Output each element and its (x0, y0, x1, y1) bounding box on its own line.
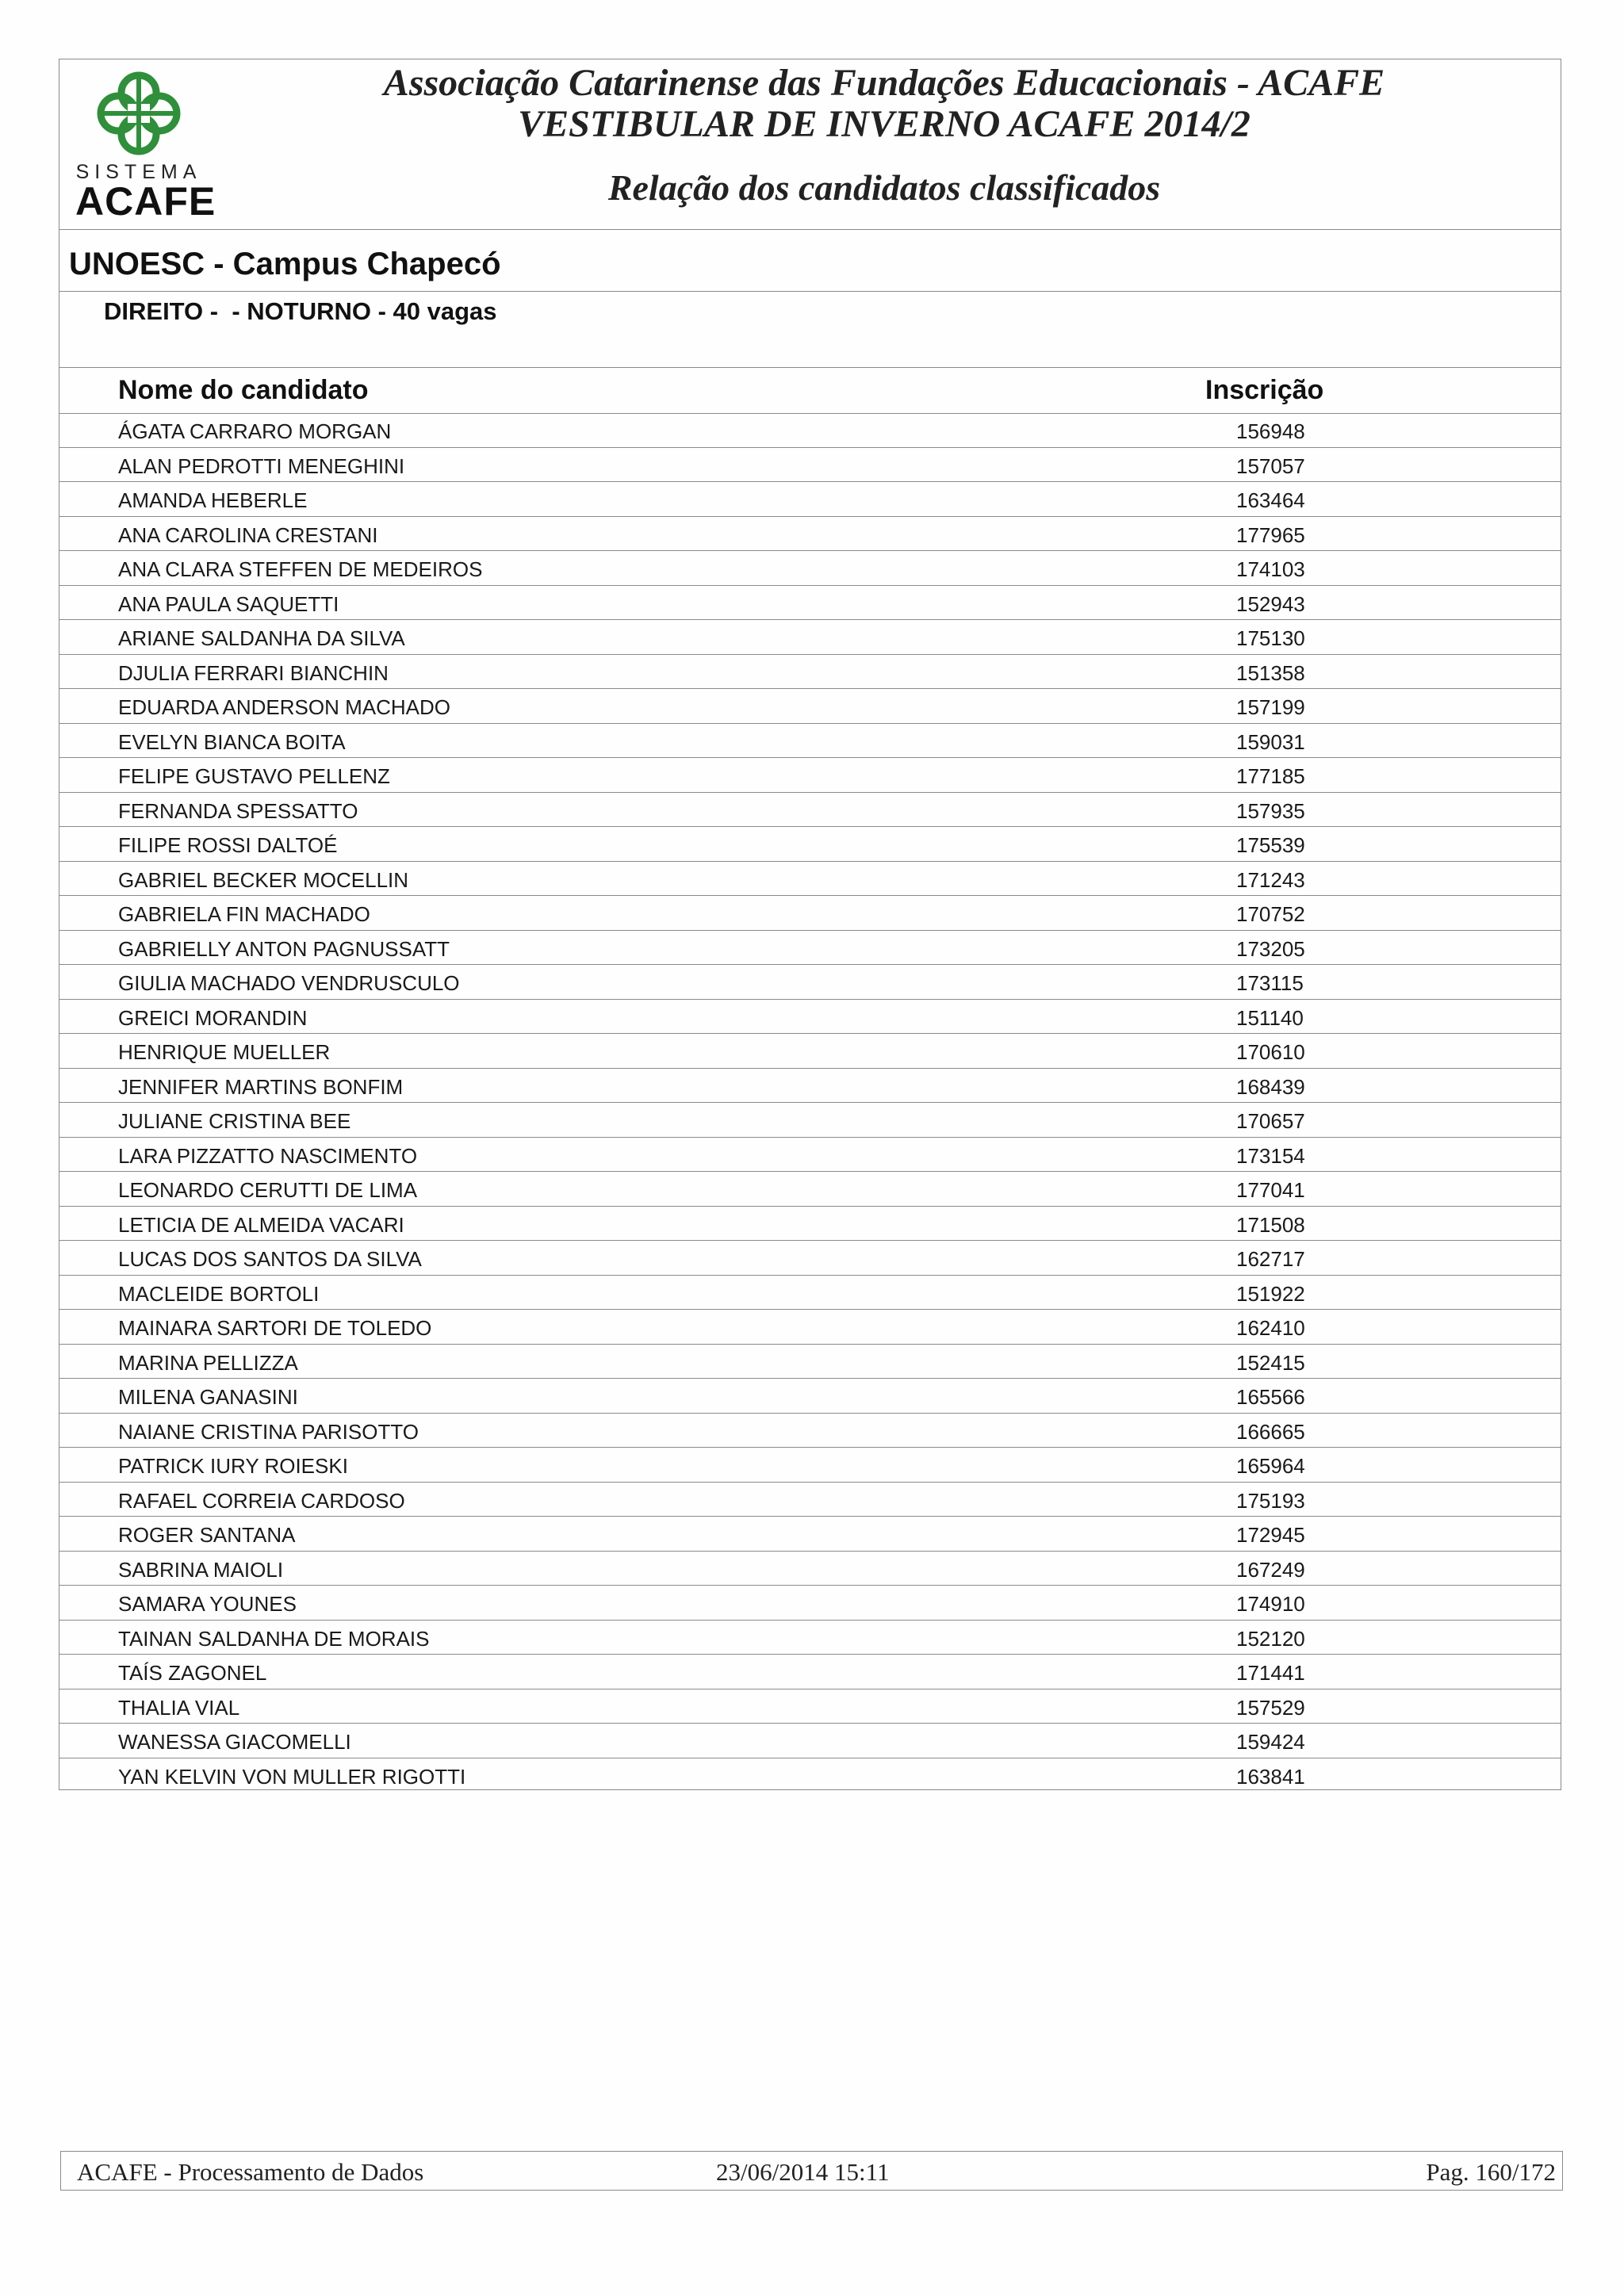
table-row (59, 1138, 1561, 1173)
candidate-name: AMANDA HEBERLE (118, 488, 308, 512)
footer-page-number: Pag. 160/172 (1426, 2158, 1556, 2186)
footer-date: 23/06/2014 15:11 (716, 2158, 890, 2186)
candidate-registration: 162410 (1236, 1316, 1305, 1340)
candidate-name: PATRICK IURY ROIESKI (118, 1454, 348, 1478)
candidate-registration: 174103 (1236, 557, 1305, 581)
candidate-name: GABRIEL BECKER MOCELLIN (118, 867, 409, 892)
candidate-registration: 152415 (1236, 1350, 1305, 1375)
course-title: DIREITO - - NOTURNO - 40 vagas (104, 297, 497, 325)
candidate-name: LEONARDO CERUTTI DE LIMA (118, 1178, 418, 1202)
candidate-registration: 163841 (1236, 1764, 1305, 1789)
candidate-registration: 151922 (1236, 1281, 1305, 1306)
candidate-registration: 173154 (1236, 1143, 1305, 1168)
table-row (59, 448, 1561, 483)
candidate-name: LETICIA DE ALMEIDA VACARI (118, 1212, 404, 1237)
table-row (59, 551, 1561, 586)
table-row (59, 1448, 1561, 1483)
table-row (59, 1276, 1561, 1311)
table-row (59, 1103, 1561, 1138)
candidate-name: MILENA GANASINI (118, 1385, 298, 1409)
document-header (59, 59, 1561, 230)
table-row (59, 862, 1561, 897)
candidate-registration: 157057 (1236, 453, 1305, 478)
candidate-name: THALIA VIAL (118, 1695, 240, 1720)
candidate-name: JENNIFER MARTINS BONFIM (118, 1074, 404, 1099)
header-subtitle: Relação dos candidatos classificados (607, 167, 1161, 208)
candidate-registration: 151140 (1236, 1005, 1304, 1030)
candidate-name: MARINA PELLIZZA (118, 1350, 298, 1375)
table-row (59, 1586, 1561, 1621)
candidates-table-body (59, 413, 1561, 1793)
candidate-registration: 175539 (1236, 833, 1305, 857)
table-row (59, 965, 1561, 1000)
table-row (59, 1655, 1561, 1689)
candidate-registration: 174910 (1236, 1592, 1305, 1616)
table-row (59, 1483, 1561, 1517)
table-row (59, 1069, 1561, 1104)
table-row (59, 1172, 1561, 1207)
candidate-registration: 172945 (1236, 1523, 1305, 1547)
candidate-registration: 175193 (1236, 1488, 1305, 1513)
candidate-registration: 157529 (1236, 1695, 1305, 1720)
candidate-name: JULIANE CRISTINA BEE (118, 1109, 351, 1133)
table-row (59, 1000, 1561, 1035)
candidate-registration: 173115 (1236, 971, 1304, 995)
candidate-name: LUCAS DOS SANTOS DA SILVA (118, 1247, 422, 1271)
candidate-registration: 171508 (1236, 1212, 1305, 1237)
candidate-registration: 165566 (1236, 1385, 1305, 1409)
table-row (59, 1034, 1561, 1069)
candidate-name: HENRIQUE MUELLER (118, 1040, 331, 1064)
candidate-name: SABRINA MAIOLI (118, 1557, 284, 1582)
table-header (59, 367, 1561, 414)
table-row (59, 689, 1561, 724)
table-row (59, 482, 1561, 517)
candidate-registration: 159031 (1236, 729, 1305, 754)
candidate-registration: 157199 (1236, 695, 1305, 719)
table-row (59, 1207, 1561, 1242)
candidate-registration: 168439 (1236, 1074, 1305, 1099)
candidate-registration: 170657 (1236, 1109, 1305, 1133)
course-section (59, 291, 1561, 368)
candidate-name: FELIPE GUSTAVO PELLENZ (118, 764, 390, 788)
column-header-name: Nome do candidato (118, 375, 369, 405)
table-row (59, 724, 1561, 759)
candidate-name: DJULIA FERRARI BIANCHIN (118, 660, 389, 685)
candidate-name: RAFAEL CORREIA CARDOSO (118, 1488, 405, 1513)
table-row (59, 620, 1561, 655)
table-row (59, 586, 1561, 621)
candidate-name: MAINARA SARTORI DE TOLEDO (118, 1316, 432, 1340)
header-title-line2: VESTIBULAR DE INVERNO ACAFE 2014/2 (518, 103, 1251, 145)
candidate-registration: 166665 (1236, 1419, 1305, 1444)
table-row (59, 793, 1561, 828)
candidate-registration: 170752 (1236, 902, 1305, 926)
acafe-emblem-icon (75, 67, 202, 163)
candidate-name: ANA CAROLINA CRESTANI (118, 522, 378, 547)
candidate-name: ARIANE SALDANHA DA SILVA (118, 626, 405, 650)
table-row (59, 1689, 1561, 1724)
candidate-registration: 159424 (1236, 1730, 1305, 1754)
table-row (59, 655, 1561, 690)
candidate-registration: 152120 (1236, 1626, 1305, 1651)
campus-section (59, 229, 1561, 292)
table-row (59, 1621, 1561, 1655)
candidate-name: LARA PIZZATTO NASCIMENTO (118, 1143, 418, 1168)
candidate-registration: 162717 (1236, 1247, 1305, 1271)
candidate-name: TAÍS ZAGONEL (118, 1661, 267, 1685)
table-row (59, 827, 1561, 862)
table-row (59, 517, 1561, 552)
page-footer (60, 2151, 1563, 2191)
candidate-name: FILIPE ROSSI DALTOÉ (118, 833, 338, 857)
candidate-registration: 152943 (1236, 591, 1305, 616)
candidate-name: TAINAN SALDANHA DE MORAIS (118, 1626, 430, 1651)
candidate-name: GIULIA MACHADO VENDRUSCULO (118, 971, 460, 995)
candidate-name: ANA PAULA SAQUETTI (118, 591, 339, 616)
header-title-line1: Associação Catarinense das Fundações Educacionais - ACAFE (383, 62, 1385, 104)
table-row (59, 931, 1561, 966)
candidate-name: ANA CLARA STEFFEN DE MEDEIROS (118, 557, 483, 581)
candidate-registration: 173205 (1236, 936, 1305, 961)
candidate-name: MACLEIDE BORTOLI (118, 1281, 320, 1306)
document-frame (59, 59, 1561, 1790)
candidate-registration: 177185 (1236, 764, 1305, 788)
table-row (59, 1379, 1561, 1414)
table-row (59, 896, 1561, 931)
candidate-registration: 163464 (1236, 488, 1305, 512)
candidate-name: EVELYN BIANCA BOITA (118, 729, 346, 754)
acafe-logo (75, 67, 216, 224)
table-row (59, 1345, 1561, 1380)
candidate-registration: 165964 (1236, 1454, 1305, 1478)
table-row (59, 1724, 1561, 1758)
footer-source: ACAFE - Processamento de Dados (77, 2158, 424, 2186)
candidate-name: ALAN PEDROTTI MENEGHINI (118, 453, 405, 478)
candidate-registration: 177965 (1236, 522, 1305, 547)
table-row (59, 1310, 1561, 1345)
candidate-name: YAN KELVIN VON MULLER RIGOTTI (118, 1764, 466, 1789)
logo-acafe-text: ACAFE (75, 179, 216, 224)
table-row (59, 1517, 1561, 1552)
candidate-registration: 171243 (1236, 867, 1305, 892)
candidate-name: SAMARA YOUNES (118, 1592, 297, 1616)
candidate-registration: 157935 (1236, 798, 1305, 823)
table-row (59, 758, 1561, 793)
logo-sistema-text: SISTEMA (75, 161, 202, 183)
table-row (59, 1552, 1561, 1586)
candidate-registration: 167249 (1236, 1557, 1305, 1582)
candidate-name: ÁGATA CARRARO MORGAN (118, 419, 392, 443)
column-header-registration: Inscrição (1205, 375, 1324, 405)
candidate-registration: 175130 (1236, 626, 1305, 650)
candidate-name: NAIANE CRISTINA PARISOTTO (118, 1419, 419, 1444)
candidate-registration: 151358 (1236, 660, 1305, 685)
candidate-name: GREICI MORANDIN (118, 1005, 308, 1030)
candidate-name: GABRIELLY ANTON PAGNUSSATT (118, 936, 450, 961)
table-row (59, 1414, 1561, 1448)
table-row (59, 1241, 1561, 1276)
table-row (59, 413, 1561, 448)
candidate-name: FERNANDA SPESSATTO (118, 798, 358, 823)
candidate-registration: 156948 (1236, 419, 1305, 443)
candidate-registration: 171441 (1236, 1661, 1305, 1685)
candidate-name: GABRIELA FIN MACHADO (118, 902, 370, 926)
campus-title: UNOESC - Campus Chapecó (69, 247, 501, 281)
candidate-name: ROGER SANTANA (118, 1523, 296, 1547)
candidate-name: EDUARDA ANDERSON MACHADO (118, 695, 450, 719)
table-row (59, 1758, 1561, 1793)
candidate-name: WANESSA GIACOMELLI (118, 1730, 351, 1754)
candidate-registration: 177041 (1236, 1178, 1305, 1202)
candidate-registration: 170610 (1236, 1040, 1305, 1064)
